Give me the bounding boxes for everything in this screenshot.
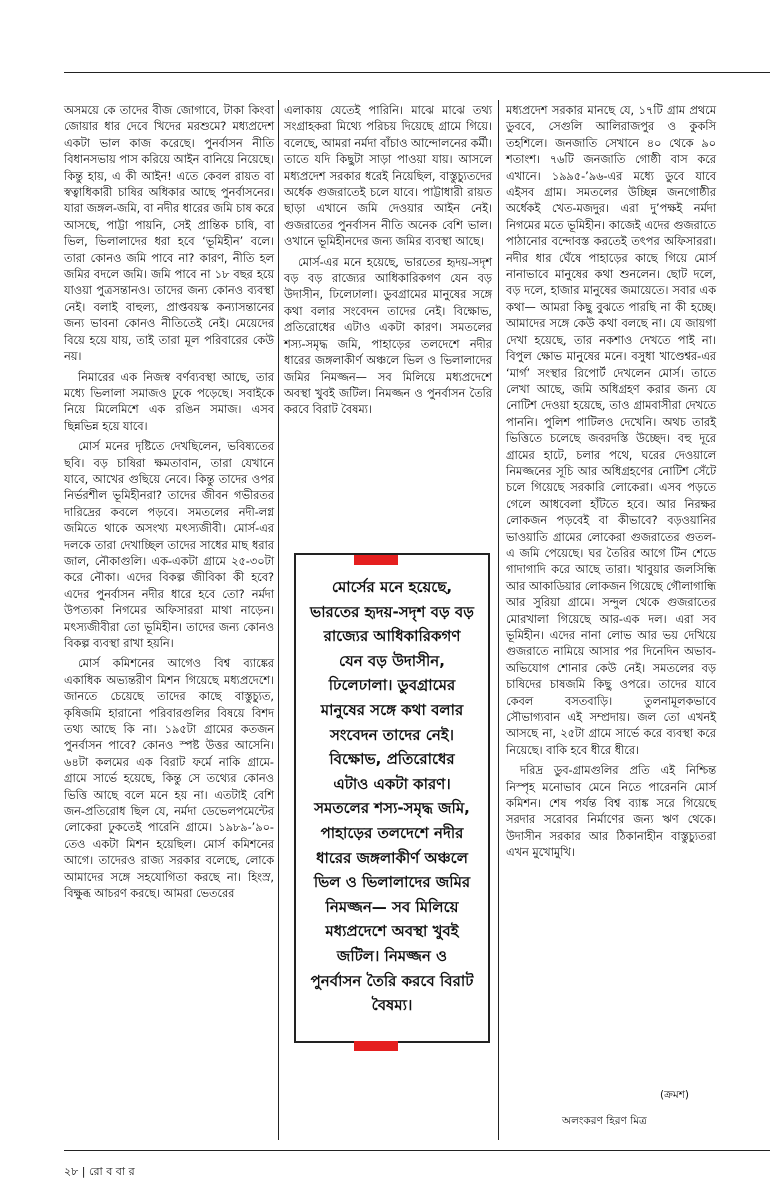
paragraph: মোর্স কমিশনের আগেও বিশ্ব ব্যাঙ্কের একাধিক অভ্যন্তরীণ মিশন গিয়েছে মধ্যপ্রদেশে। জানতে চেয়েছে তাদের কাছে বাস্তুচ্যুত, কৃষিজমি হারানো পরিবারগুলির বিষয়ে বিশদ তথ্য আছে কি না। ১৯৫টা গ্রামের কতজন পুনর্বাসন পাবে? কোনও স্পষ্ট উত্তর আসেনি। ৬৪টা কলমের এক বিরাট ফর্মে নাকি গ্রামে-গ্রামে সার্ভে হয়েছে, কিন্তু সে তথ্যের কোনও ভিত্তি আছে বলে মনে হয় না। এতটাই বেশি জন-প্রতিরোধ ছিল যে, নর্মদা ডেভেলপমেন্টের লোকেরা ঢুকতেই পারেনি গ্রামে। ১৯৮৯-’৯০-তেও একটা মিশন হয়েছিল। মোর্স কমিশনের আগে। তাদেরও রাজ্য সরকার বলেছে, লোকে আমাদের সঙ্গে সহযোগিতা করছে না। হিংস্র, বিক্ষুব্ধ আচরণ করছে। আমরা ভেতরের	[64, 657, 274, 901]
paragraph: মোর্স মনের দৃষ্টিতে দেখছিলেন, ভবিষ্যতের ছবি। বড় চাষিরা ক্ষমতাবান, তারা যেখানে যাবে, আখের গুছিয়ে নেবে। কিন্তু তাদের ওপর নির্ভরশীল ভূমিহীনরা? তাদের জীবন গভীরতর দারিদ্রের কবলে পড়বে। সমতলের নদী-লগ্ন জমিতে থাকে অসংখ্য মৎস্যজীবী। মোর্স-এর দলকে তারা দেখাচ্ছিল তাদের সাধের মাছ ধরার জাল, নৌকাগুলি। এক-একটা গ্রামে ২৫-৩০টা করে নৌকা। এদের বিকল্প জীবিকা কী হবে? এদের পুনর্বাসন নদীর ধারে হবে তো? নর্মদা উপত্যকা নিগমের অফিসাররা মাথা নাড়েন। মৎস্যজীবীরা তো ভূমিহীন। তাদের জন্য কোনও বিকল্প ব্যবস্থা রাখা হয়নি।	[64, 440, 274, 650]
page-number-footer: ২৮ | রো ব বা র	[64, 1165, 135, 1178]
top-rule	[64, 72, 770, 73]
article-column-3	[506, 103, 716, 866]
footer-rule	[64, 1150, 770, 1151]
column-divider-left	[278, 100, 279, 1140]
pullquote-accent-bar-top	[354, 555, 398, 565]
illustration-credit: অলংকরণ হিরণ মিত্র	[562, 1115, 647, 1127]
paragraph: দরিদ্র ডুব-গ্রামগুলির প্রতি এই নিশ্চিন্ত নিস্পৃহ মনোভাব মেনে নিতে পারেননি মোর্স কমিশন। শেষ পর্যন্ত বিশ্ব ব্যাঙ্ক সরে গিয়েছে সরদার সরোবর নির্মাণের জন্য ঋণ থেকে। উদাসীন সরকার আর ঠিকানাহীন বাস্তুচ্যুতরা এখন মুখোমুখি।	[506, 764, 716, 860]
paragraph: মধ্যপ্রদেশ সরকার মানছে যে, ১৭টি গ্রাম প্রথমে ডুববে, সেগুলি আলিরাজপুর ও কুকসি তহশিলে। জনজাতি সেখানে ৪০ থেকে ৯০ শতাংশ। ৭৬টি জনজাতি গোষ্ঠী বাস করে এখানে। ১৯৯৫-’৯৬-এর মধ্যে ডুবে যাবে এইসব গ্রাম। সমতলের উচ্ছিন্ন জনগোষ্ঠীর অর্ধেকই খেত-মজদুর। এরা দু’পক্ষই নর্মদা নিগমের মতে ভূমিহীন। কাজেই এদের গুজরাতে পাঠানোর বন্দোবস্ত করতেই তৎপর অফিসাররা। নদীর ধার ঘেঁষে পাহাড়ের কাছে গিয়ে মোর্স নানাভাবে মানুষের কথা শুনলেন। ছোট দলে, বড় দলে, হাজার মানুষের জমায়েতে। সবার এক কথা— আমরা কিছু বুঝতে পারছি না কী হচ্ছে। আমাদের সঙ্গে কেউ কথা বলছে না। যে জায়গা দেখা হয়েছে, তার নকশাও দেখতে পাই না। বিপুল ক্ষোভ মানুষের মনে। বসুধা খাণ্ডেশ্বর-এর ‘মার্গ’ সংস্থার রিপোর্ট দেখলেন মোর্স। তাতে লেখা আছে, জমি অধিগ্রহণ করার জন্য যে নোটিশ দেওয়া হয়েছে, তাও গ্রামবাসীরা দেখতে পাননি। পুলিশ পাটিলও দেখেনি। অথচ তারই ভিত্তিতে চলেছে জবরদস্তি উচ্ছেদ। বহু দূরে গ্রামের হাটে, চলার পথে, ঘরের দেওয়ালে নিমজ্জনের সূচি আর অধিগ্রহণের নোটিশ সেঁটে চলে গিয়েছে সরকারি লোকেরা। এসব পড়তে গেলে আধবেলা হাঁটতে হবে। আর নিরক্ষর লোকজন পড়বেই বা কীভাবে? বড়ওয়ানির ভাওয়াতি গ্রামের লোকেরা গুজরাতের গুতল-এ জমি পেয়েছে। ঘর তৈরির আগে টিন শেডে গাদাগাদি করে আছে তারা। খাবুয়ার জলসিন্ধি আর আকাডিয়ার লোকজন গিয়েছে গৌলাগান্ধি আর সুরিয়া গ্রামে। সন্দুল থেকে গুজরাতের মোরখালা গিয়েছে আর-এক দল। এরা সব ভূমিহীন। এদের নানা লোভ আর ভয় দেখিয়ে গুজরাতে নামিয়ে আসার পর দিনেদিন অভাব-অভিযোগ শোনার কেউ নেই। সমতলের বড় চাষিদের চাষজমি কিছু ওপরে। তাদের যাবে কেবল বসতবাড়ি। তুলনামূলকভাবে সৌভাগ্যবান এই সম্প্রদায়। জল তো এখনই আসছে না, ২৫টা গ্রামে সার্ভে করে ব্যবস্থা করে নিয়েছে। বাকি হবে ধীরে ধীরে।	[506, 104, 716, 757]
pullquote-text: মোর্সের মনে হয়েছে, ভারতের হৃদয়-সদৃশ বড় বড় রাজ্যের আধিকারিকগণ যেন বড় উদাসীন, ঢিলেঢালা। ডুবগ্রামের মানুষের সঙ্গে কথা বলার সংবেদন তাদের নেই। বিক্ষোভ, প্রতিরোধের এটাও একটা কারণ। সমতলের শস্য-সমৃদ্ধ জমি, পাহাড়ের তলদেশে নদীর ধারের জঙ্গলাকীর্ণ অঞ্চলে ভিল ও ভিলালাদের জমির নিমজ্জন— সব মিলিয়ে মধ্যপ্রদেশে অবস্থা খুবই জটিল। নিমজ্জন ও পুনর্বাসন তৈরি করবে বিরাট বৈষম্য।	[310, 578, 474, 1015]
pullquote-box	[294, 553, 490, 1043]
paragraph: এলাকায় যেতেই পারিনি। মাঝে মাঝে তথ্য সংগ্রাহকরা মিথ্যে পরিচয় দিয়েছে গ্রামে গিয়ে। বলেছে, আমরা নর্মদা বাঁচাও আন্দোলনের কর্মী। তাতে যদি কিছুটা সাড়া পাওয়া যায়। আসলে মধ্যপ্রদেশ সরকার ধরেই নিয়েছিল, বাস্তুচ্যুতদের অর্ধেক গুজরাতেই চলে যাবে। পাট্টাধারী রায়ত ছাড়া এখানে জমি দেওয়ার আইন নেই। গুজরাতের পুনর্বাসন নীতি অনেক বেশি ভাল। ওখানে ভূমিহীনদের জন্য জমির ব্যবস্থা আছে।	[284, 104, 493, 249]
pullquote-accent-bar-bottom	[354, 1041, 398, 1051]
column-divider-right	[498, 100, 499, 1140]
paragraph: মোর্স-এর মনে হয়েছে, ভারতের হৃদয়-সদৃশ বড় বড় রাজ্যের আধিকারিকগণ যেন বড় উদাসীন, ঢিলেঢালা। ডুবগ্রামের মানুষের সঙ্গে কথা বলার সংবেদন তাদের নেই। বিক্ষোভ, প্রতিরোধের এটাও একটা কারণ। সমতলের শস্য-সমৃদ্ধ জমি, পাহাড়ের তলদেশে নদীর ধারের জঙ্গলাকীর্ণ অঞ্চলে ভিল ও ভিলালাদের জমির নিমজ্জন— সব মিলিয়ে মধ্যপ্রদেশে অবস্থা খুবই জটিল। নিমজ্জন ও পুনর্বাসন তৈরি করবে বিরাট বৈষম্য।	[284, 255, 492, 417]
article-column-2	[284, 103, 492, 423]
paragraph: নিমারের এক নিজস্ব বর্ণব্যবস্থা আছে, তার মধ্যে ভিলালা সমাজও ঢুকে পড়েছে। সবাইকে নিয়ে মিলেমিশে এক রঙিন সমাজ। এসব ছিন্নভিন্ন হয়ে যাবে।	[64, 370, 274, 433]
series-note: (ক্রমশ)	[660, 1089, 690, 1101]
article-column-1	[64, 103, 274, 907]
paragraph: অসময়ে কে তাদের বীজ জোগাবে, টাকা কিংবা জোয়ার ধার দেবে খিদের মরশুমে? মধ্যপ্রদেশ একটা ভাল কাজ করেছে। পুনর্বাসন নীতি বিধানসভায় পাস করিয়ে আইন বানিয়ে নিয়েছে। কিন্তু হায়, এ কী আইন! এতে কেবল রায়ত বা স্বত্বাধিকারী চাষির অধিকার আছে পুনর্বাসনের। যারা জঙ্গল-জমি, বা নদীর ধারের জমি চাষ করে আসছে, পাট্টা পায়নি, সেই প্রান্তিক চাষি, বা ভিল, ভিলালাদের ধরা হবে ‘ভূমিহীন’ বলে। তারা কোনও জমি পাবে না? কারণ, নীতি হল জমির বদলে জমি। জমি পাবে না ১৮ বছর হয়ে যাওয়া পুত্রসন্তানও। তাদের জন্য কোনও ব্যবস্থা নেই। বলাই বাহুল্য, প্রাপ্তবয়স্ক কন্যাসন্তানের জন্য ভাবনা কোনও নীতিতেই নেই। মেয়েদের বিয়ে হয়ে যায়, তাই তারা মূল পরিবারের কেউ নয়।	[64, 104, 274, 364]
